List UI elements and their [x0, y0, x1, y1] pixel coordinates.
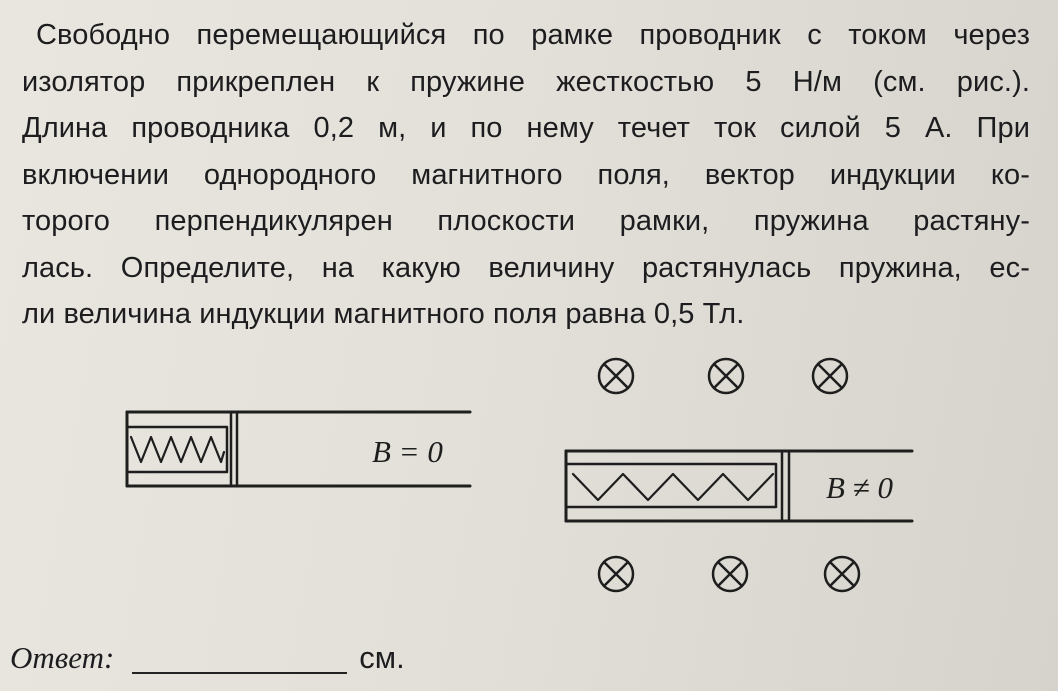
- field-into-page-icon: [813, 359, 847, 393]
- field-into-page-icon: [713, 557, 747, 591]
- problem-line: торого перпендикулярен плоскости рамки, пружина растяну-: [22, 205, 1030, 237]
- field-into-page-icon: [599, 557, 633, 591]
- answer-unit: см.: [359, 640, 405, 675]
- label-field-off: B = 0: [372, 434, 443, 469]
- answer-label: Ответ:: [10, 640, 115, 675]
- answer-blank[interactable]: [132, 642, 347, 674]
- problem-line: Длина проводника 0,2 м, и по нему течет ток силой 5 А. При: [22, 112, 1030, 144]
- label-field-on: B ≠ 0: [826, 470, 893, 505]
- field-into-page-icon: [599, 359, 633, 393]
- spring: [573, 474, 773, 500]
- field-into-page-icon: [709, 359, 743, 393]
- answer-row: [10, 640, 405, 676]
- spring: [131, 437, 224, 462]
- problem-line: Свободно перемещающийся по рамке проводник с током через: [36, 19, 1030, 51]
- problem-line: включении однородного магнитного поля, вектор индукции ко-: [22, 158, 1030, 191]
- problem-line: изолятор прикреплен к пружине жесткостью 5 Н/м (см. рис.).: [22, 65, 1030, 98]
- problem-line: ли величина индукции магнитного поля равна 0,5 Тл.: [22, 298, 745, 330]
- field-into-page-icon: [825, 557, 859, 591]
- problem-line: лась. Определите, на какую величину растянулась пружина, ес-: [22, 251, 1030, 284]
